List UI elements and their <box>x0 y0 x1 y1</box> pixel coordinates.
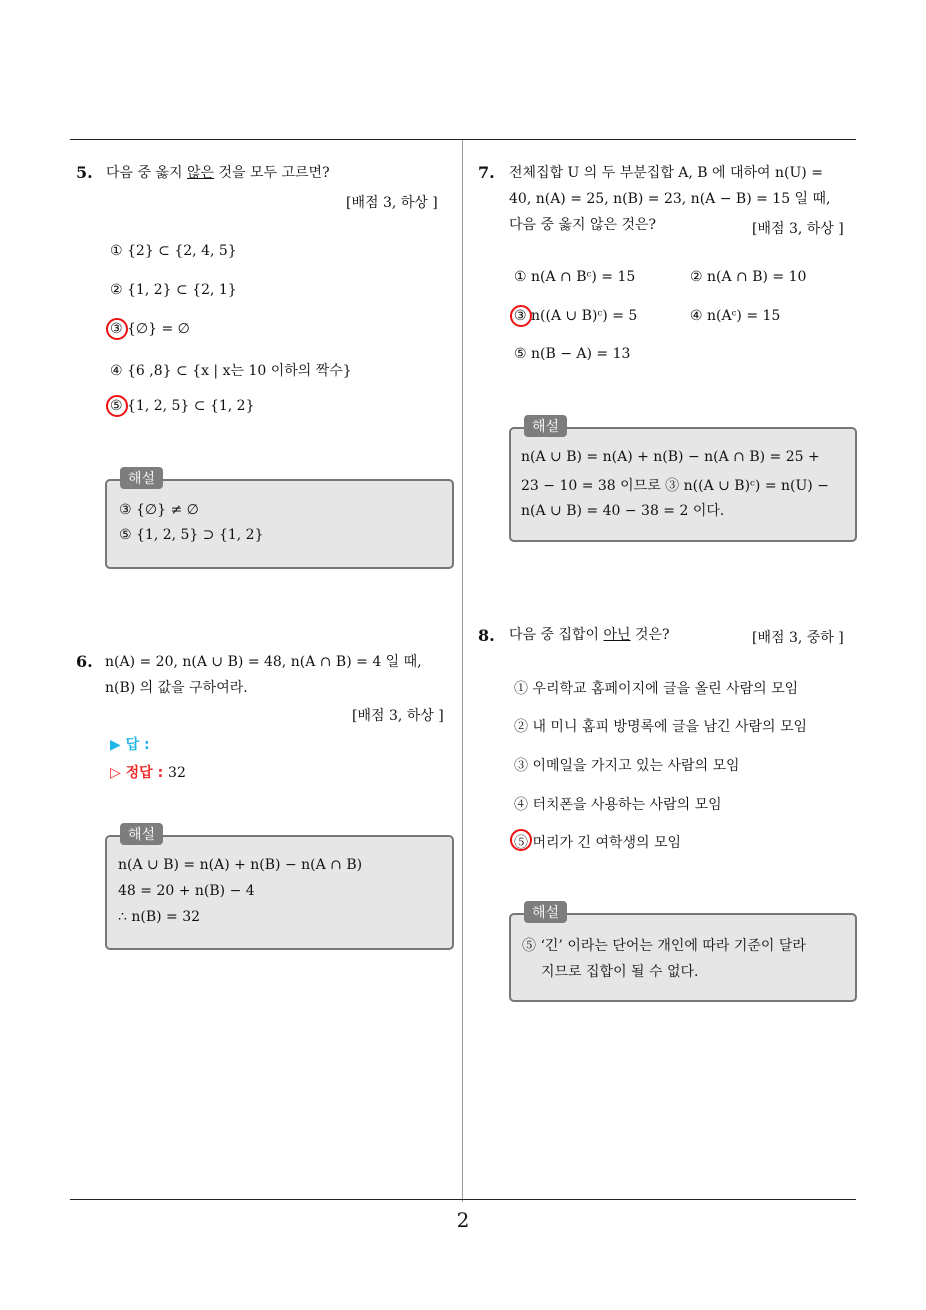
q8-option-2[interactable]: ② 내 미니 홈피 방명록에 글을 남긴 사람의 모임 <box>514 719 808 735</box>
q8-number: 8. <box>478 626 495 645</box>
q5-option-1[interactable]: ① {2} ⊂ {2, 4, 5} <box>110 243 237 259</box>
q7-explanation-line-2: 23 − 10 = 38 이므로 ③ n((A ∪ B)ᶜ) = n(U) − <box>521 478 829 494</box>
q5-number: 5. <box>76 163 93 182</box>
q8-option-1[interactable]: ① 우리학교 홈페이지에 글을 올린 사람의 모임 <box>514 681 799 697</box>
q6-explanation-line-1: n(A ∪ B) = n(A) + n(B) − n(A ∩ B) <box>118 857 363 873</box>
bottom-rule <box>70 1199 856 1200</box>
q5-option-5[interactable]: ⑤ {1, 2, 5} ⊂ {1, 2} <box>110 398 255 414</box>
q6-explanation-line-3: ∴ n(B) = 32 <box>118 909 201 925</box>
q8-explanation-box <box>509 913 857 1002</box>
q8-explanation-line-1: ⑤ ‘긴’ 이라는 단어는 개인에 따라 기준이 달라 <box>522 938 806 954</box>
q8-points: [배점 3, 중하 ] <box>752 630 844 646</box>
q6-text-line-1: n(A) = 20, n(A ∪ B) = 48, n(A ∩ B) = 4 일 때, <box>105 654 422 670</box>
q8-explanation-label: 해설 <box>524 901 567 923</box>
q8-explanation-line-2: 지므로 집합이 될 수 없다. <box>541 964 699 980</box>
q5-answer-mark-3 <box>106 318 128 340</box>
q5-option-3[interactable]: ③ {∅} = ∅ <box>110 321 190 337</box>
q6-explanation-line-2: 48 = 20 + n(B) − 4 <box>118 883 255 899</box>
q7-explanation-line-1: n(A ∪ B) = n(A) + n(B) − n(A ∩ B) = 25 + <box>521 449 820 465</box>
q6-explanation-label: 해설 <box>120 823 163 845</box>
q7-explanation-line-3: n(A ∪ B) = 40 − 38 = 2 이다. <box>521 503 725 519</box>
q7-text-line-2: 40, n(A) = 25, n(B) = 23, n(A − B) = 15 일 때, <box>509 191 831 207</box>
q6-points: [배점 3, 하상 ] <box>352 708 444 724</box>
q7-answer-mark-3 <box>510 305 532 327</box>
q7-text-line-3: 다음 중 옳지 않은 것은? <box>509 217 657 233</box>
q5-explanation-box <box>105 479 454 569</box>
q5-explanation-line-2: ⑤ {1, 2, 5} ⊃ {1, 2} <box>119 527 264 543</box>
q7-explanation-label: 해설 <box>524 415 567 437</box>
q8-option-5[interactable]: ⑤ 머리가 긴 여학생의 모임 <box>514 835 682 851</box>
q5-explanation-label: 해설 <box>120 467 163 489</box>
q8-answer-mark-5 <box>510 829 532 851</box>
q5-points: [배점 3, 하상 ] <box>346 195 438 211</box>
q8-option-4[interactable]: ④ 터치폰을 사용하는 사람의 모임 <box>514 797 722 813</box>
q6-text-line-2: n(B) 의 값을 구하여라. <box>105 680 248 696</box>
q6-correct-answer: ▷ 정답 : 32 <box>110 765 186 781</box>
column-divider <box>462 140 463 1202</box>
q8-text: 다음 중 집합이 아닌 것은? <box>509 627 670 643</box>
top-rule <box>70 139 856 140</box>
q5-explanation-line-1: ③ {∅} ≠ ∅ <box>119 502 199 518</box>
q5-option-4[interactable]: ④ {6 ,8} ⊂ {x | x는 10 이하의 짝수} <box>110 363 352 379</box>
q7-option-4[interactable]: ④ n(Aᶜ) = 15 <box>690 308 781 324</box>
page-number: 2 <box>456 1208 470 1232</box>
q7-number: 7. <box>478 163 495 182</box>
q7-option-3[interactable]: ③ n((A ∪ B)ᶜ) = 5 <box>514 308 638 324</box>
q7-points: [배점 3, 하상 ] <box>752 221 844 237</box>
q5-option-2[interactable]: ② {1, 2} ⊂ {2, 1} <box>110 282 237 298</box>
q8-option-3[interactable]: ③ 이메일을 가지고 있는 사람의 모임 <box>514 758 740 774</box>
q7-option-2[interactable]: ② n(A ∩ B) = 10 <box>690 269 807 285</box>
q6-number: 6. <box>76 652 93 671</box>
q7-option-1[interactable]: ① n(A ∩ Bᶜ) = 15 <box>514 269 636 285</box>
q5-answer-mark-5 <box>106 395 128 417</box>
q5-text: 다음 중 옳지 않은 것을 모두 고르면? <box>106 165 330 181</box>
q7-text-line-1: 전체집합 U 의 두 부분집합 A, B 에 대하여 n(U) = <box>509 165 823 181</box>
q6-answer-label[interactable]: ▶ 답 : <box>110 737 150 753</box>
q7-option-5[interactable]: ⑤ n(B − A) = 13 <box>514 346 631 362</box>
